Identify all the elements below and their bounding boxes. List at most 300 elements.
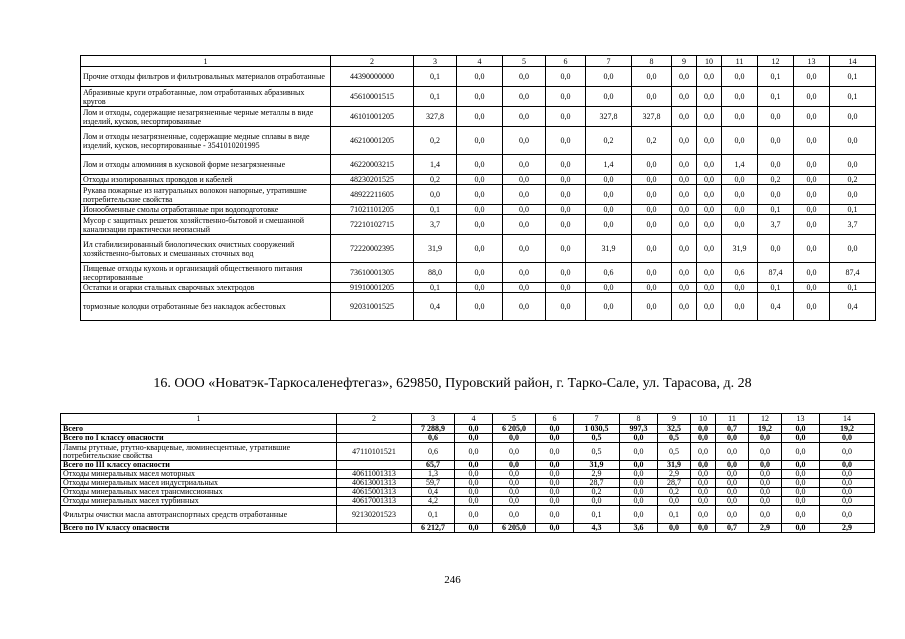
fkko-code-cell: 73610001305 (331, 263, 414, 283)
value-cell: 0,0 (503, 127, 546, 155)
value-cell: 0,0 (536, 425, 574, 434)
value-cell: 0,0 (672, 263, 697, 283)
value-cell: 0,0 (794, 107, 830, 127)
value-cell: 0,1 (758, 205, 794, 215)
value-cell: 6 205,0 (493, 425, 536, 434)
table-row (81, 263, 876, 283)
value-cell: 3,6 (620, 524, 658, 533)
value-cell: 0,0 (546, 107, 586, 127)
value-cell: 0,0 (697, 215, 722, 235)
column-number: 12 (758, 56, 794, 67)
column-number: 8 (632, 56, 672, 67)
value-cell: 32,5 (658, 425, 691, 434)
value-cell: 2,9 (749, 524, 782, 533)
value-cell: 87,4 (830, 263, 876, 283)
value-cell: 0,2 (658, 488, 691, 497)
value-cell: 0,1 (830, 87, 876, 107)
value-cell: 88,0 (414, 263, 457, 283)
value-cell: 0,0 (830, 107, 876, 127)
value-cell: 0,6 (412, 443, 455, 461)
value-cell: 0,0 (632, 87, 672, 107)
value-cell: 0,0 (672, 87, 697, 107)
value-cell: 3,7 (830, 215, 876, 235)
column-number: 13 (794, 56, 830, 67)
value-cell: 0,0 (820, 506, 875, 524)
value-cell: 0,0 (503, 107, 546, 127)
company-waste-table (60, 413, 875, 533)
value-cell: 0,0 (586, 215, 632, 235)
value-cell: 3,7 (758, 215, 794, 235)
value-cell: 0,0 (586, 175, 632, 185)
fkko-code-cell (337, 461, 412, 470)
column-number: 10 (691, 414, 716, 425)
value-cell: 0,0 (672, 283, 697, 293)
value-cell: 0,0 (691, 497, 716, 506)
value-cell: 0,0 (620, 443, 658, 461)
value-cell: 59,7 (412, 479, 455, 488)
table-row (61, 524, 875, 533)
value-cell: 0,0 (782, 425, 820, 434)
value-cell: 0,0 (632, 175, 672, 185)
value-cell: 0,0 (658, 524, 691, 533)
value-cell: 0,1 (830, 283, 876, 293)
table-row (61, 488, 875, 497)
value-cell: 0,0 (749, 470, 782, 479)
value-cell: 0,0 (820, 434, 875, 443)
value-cell: 0,0 (758, 235, 794, 263)
value-cell: 0,0 (620, 479, 658, 488)
waste-name-cell: Всего по IV классу опасности (61, 524, 337, 533)
value-cell: 0,2 (830, 175, 876, 185)
value-cell: 0,0 (632, 205, 672, 215)
fkko-code-cell: 48922211605 (331, 185, 414, 205)
value-cell: 0,0 (722, 175, 758, 185)
value-cell: 0,0 (455, 425, 493, 434)
value-cell: 3,7 (414, 215, 457, 235)
value-cell: 0,0 (722, 293, 758, 321)
column-number: 1 (61, 414, 337, 425)
value-cell: 0,0 (749, 434, 782, 443)
value-cell: 0,0 (457, 107, 503, 127)
table-row (81, 293, 876, 321)
column-number: 11 (716, 414, 749, 425)
column-number: 12 (749, 414, 782, 425)
value-cell: 0,2 (414, 175, 457, 185)
value-cell: 0,0 (455, 479, 493, 488)
value-cell: 0,2 (632, 127, 672, 155)
value-cell: 0,0 (455, 488, 493, 497)
value-cell: 0,0 (697, 175, 722, 185)
waste-name-cell: Отходы минеральных масел трансмиссионных (61, 488, 337, 497)
value-cell: 0,0 (716, 461, 749, 470)
value-cell: 2,9 (820, 524, 875, 533)
value-cell: 0,0 (716, 488, 749, 497)
waste-name-cell: Ил стабилизированный биологических очистных сооружений хозяйственно-бытовых и смешанных сточных вод (81, 235, 331, 263)
value-cell: 0,0 (503, 293, 546, 321)
value-cell: 0,0 (782, 479, 820, 488)
table-row (61, 470, 875, 479)
value-cell: 0,0 (722, 185, 758, 205)
value-cell: 997,3 (620, 425, 658, 434)
value-cell: 0,5 (574, 443, 620, 461)
value-cell: 0,1 (414, 67, 457, 87)
value-cell: 19,2 (820, 425, 875, 434)
value-cell: 0,0 (697, 283, 722, 293)
value-cell: 0,0 (620, 497, 658, 506)
value-cell: 0,0 (620, 488, 658, 497)
value-cell: 0,0 (672, 215, 697, 235)
value-cell: 0,0 (697, 263, 722, 283)
column-number: 6 (536, 414, 574, 425)
column-number: 5 (493, 414, 536, 425)
value-cell: 0,0 (830, 185, 876, 205)
column-number: 14 (830, 56, 876, 67)
value-cell: 0,0 (672, 155, 697, 175)
header-row (61, 414, 875, 425)
value-cell: 0,0 (503, 215, 546, 235)
value-cell: 0,0 (697, 205, 722, 215)
fkko-code-cell (337, 524, 412, 533)
value-cell: 0,0 (697, 87, 722, 107)
value-cell: 0,0 (546, 185, 586, 205)
value-cell: 0,0 (455, 497, 493, 506)
value-cell: 28,7 (574, 479, 620, 488)
value-cell: 0,0 (536, 479, 574, 488)
value-cell: 0,0 (672, 67, 697, 87)
value-cell: 0,0 (672, 293, 697, 321)
value-cell: 0,6 (412, 434, 455, 443)
value-cell: 0,0 (457, 283, 503, 293)
value-cell: 0,0 (722, 127, 758, 155)
table-row (61, 506, 875, 524)
waste-name-cell: Лампы ртутные, ртутно-кварцевые, люминесцентные, утратившие потребительские свойства (61, 443, 337, 461)
column-number: 14 (820, 414, 875, 425)
value-cell: 87,4 (758, 263, 794, 283)
value-cell: 0,0 (794, 185, 830, 205)
column-number: 2 (337, 414, 412, 425)
value-cell: 0,0 (546, 215, 586, 235)
value-cell: 0,0 (691, 470, 716, 479)
value-cell: 0,0 (830, 127, 876, 155)
value-cell: 0,4 (414, 293, 457, 321)
value-cell: 0,0 (820, 470, 875, 479)
table-row (81, 205, 876, 215)
table-row (81, 67, 876, 87)
value-cell: 0,0 (722, 107, 758, 127)
value-cell: 0,5 (574, 434, 620, 443)
value-cell: 0,6 (586, 263, 632, 283)
column-number: 7 (586, 56, 632, 67)
value-cell: 0,0 (672, 185, 697, 205)
value-cell: 327,8 (632, 107, 672, 127)
value-cell: 0,0 (493, 479, 536, 488)
value-cell: 0,0 (716, 443, 749, 461)
value-cell: 0,0 (493, 506, 536, 524)
value-cell: 0,0 (749, 443, 782, 461)
value-cell: 4,2 (412, 497, 455, 506)
value-cell: 0,0 (794, 87, 830, 107)
value-cell: 0,1 (658, 506, 691, 524)
column-number: 4 (455, 414, 493, 425)
value-cell: 0,0 (457, 87, 503, 107)
value-cell: 0,0 (782, 506, 820, 524)
column-number: 5 (503, 56, 546, 67)
fkko-code-cell: 72210102715 (331, 215, 414, 235)
waste-name-cell: Остатки и огарки стальных сварочных электродов (81, 283, 331, 293)
value-cell: 0,0 (457, 155, 503, 175)
value-cell: 0,0 (586, 87, 632, 107)
value-cell: 0,0 (632, 67, 672, 87)
value-cell: 0,0 (546, 293, 586, 321)
section-heading: 16. ООО «Новатэк-Таркосаленефтегаз», 629850, Пуровский район, г. Тарко-Сале, ул. Тарасова, д. 28 (153, 376, 752, 391)
value-cell: 0,0 (503, 263, 546, 283)
value-cell: 0,0 (546, 283, 586, 293)
column-number: 4 (457, 56, 503, 67)
value-cell: 28,7 (658, 479, 691, 488)
value-cell: 0,0 (782, 443, 820, 461)
value-cell: 0,0 (722, 205, 758, 215)
value-cell: 0,0 (716, 479, 749, 488)
value-cell: 0,0 (672, 107, 697, 127)
value-cell: 0,0 (536, 524, 574, 533)
column-number: 1 (81, 56, 331, 67)
table-row (81, 127, 876, 155)
value-cell: 0,0 (586, 205, 632, 215)
value-cell: 0,0 (546, 87, 586, 107)
value-cell: 1,4 (586, 155, 632, 175)
value-cell: 0,0 (820, 488, 875, 497)
value-cell: 0,0 (672, 175, 697, 185)
value-cell: 0,0 (546, 263, 586, 283)
waste-name-cell: Лом и отходы незагрязненные, содержащие медные сплавы в виде изделий, кусков, несортированные - 3541010201995 (81, 127, 331, 155)
value-cell: 0,0 (503, 185, 546, 205)
value-cell: 0,0 (503, 235, 546, 263)
value-cell: 0,0 (493, 488, 536, 497)
value-cell: 0,0 (820, 479, 875, 488)
value-cell: 0,0 (794, 215, 830, 235)
value-cell: 0,0 (457, 263, 503, 283)
column-number: 2 (331, 56, 414, 67)
table-row (61, 443, 875, 461)
value-cell: 0,0 (455, 443, 493, 461)
value-cell: 0,0 (697, 235, 722, 263)
value-cell: 0,0 (794, 127, 830, 155)
value-cell: 31,9 (574, 461, 620, 470)
value-cell: 19,2 (749, 425, 782, 434)
value-cell: 0,0 (697, 127, 722, 155)
waste-name-cell: Отходы минеральных масел индустриальных (61, 479, 337, 488)
value-cell: 0,0 (830, 235, 876, 263)
value-cell: 6 212,7 (412, 524, 455, 533)
value-cell: 0,7 (716, 425, 749, 434)
table-row (81, 215, 876, 235)
value-cell: 0,0 (493, 434, 536, 443)
value-cell: 0,0 (536, 497, 574, 506)
table-row (81, 175, 876, 185)
value-cell: 0,0 (546, 175, 586, 185)
value-cell: 0,0 (546, 235, 586, 263)
value-cell: 0,0 (697, 185, 722, 205)
value-cell: 0,0 (503, 67, 546, 87)
value-cell: 0,0 (493, 470, 536, 479)
value-cell: 31,9 (586, 235, 632, 263)
value-cell: 1,4 (414, 155, 457, 175)
value-cell: 0,0 (782, 434, 820, 443)
value-cell: 0,0 (722, 87, 758, 107)
value-cell: 0,2 (758, 175, 794, 185)
value-cell: 0,0 (620, 434, 658, 443)
waste-name-cell: Всего по I классу опасности (61, 434, 337, 443)
waste-name-cell: Ионообменные смолы отработанные при водоподготовке (81, 205, 331, 215)
value-cell: 0,0 (691, 461, 716, 470)
table-row (61, 434, 875, 443)
column-number: 3 (414, 56, 457, 67)
value-cell: 0,0 (697, 107, 722, 127)
waste-name-cell: Абразивные круги отработанные, лом отработанных абразивных кругов (81, 87, 331, 107)
table-row (81, 235, 876, 263)
value-cell: 0,1 (830, 205, 876, 215)
value-cell: 0,0 (749, 479, 782, 488)
fkko-code-cell: 40617001313 (337, 497, 412, 506)
value-cell: 0,2 (574, 488, 620, 497)
value-cell: 0,0 (782, 524, 820, 533)
value-cell: 0,0 (697, 155, 722, 175)
fkko-code-cell (337, 434, 412, 443)
value-cell: 0,0 (620, 470, 658, 479)
value-cell: 0,0 (620, 461, 658, 470)
value-cell: 0,0 (691, 434, 716, 443)
value-cell: 0,7 (716, 524, 749, 533)
value-cell: 65,7 (412, 461, 455, 470)
value-cell: 0,0 (546, 127, 586, 155)
value-cell: 0,0 (697, 67, 722, 87)
value-cell: 327,8 (414, 107, 457, 127)
fkko-code-cell: 40611001313 (337, 470, 412, 479)
value-cell: 0,0 (794, 155, 830, 175)
value-cell: 0,0 (457, 215, 503, 235)
value-cell: 0,0 (794, 293, 830, 321)
fkko-code-cell (337, 425, 412, 434)
value-cell: 0,0 (620, 506, 658, 524)
value-cell: 0,0 (820, 497, 875, 506)
value-cell: 0,0 (794, 175, 830, 185)
value-cell: 0,0 (632, 293, 672, 321)
value-cell: 6 205,0 (493, 524, 536, 533)
value-cell: 0,0 (716, 506, 749, 524)
value-cell: 0,1 (758, 87, 794, 107)
waste-name-cell: Отходы изолированных проводов и кабелей (81, 175, 331, 185)
value-cell: 0,1 (412, 506, 455, 524)
value-cell: 2,9 (574, 470, 620, 479)
value-cell: 0,5 (658, 434, 691, 443)
value-cell: 1,3 (412, 470, 455, 479)
table-row (81, 107, 876, 127)
value-cell: 0,4 (412, 488, 455, 497)
fkko-code-cell: 40613001313 (337, 479, 412, 488)
waste-name-cell: Мусор с защитных решеток хозяйственно-бытовой и смешанной канализации практически неопасный (81, 215, 331, 235)
value-cell: 0,0 (457, 185, 503, 205)
value-cell: 0,0 (672, 127, 697, 155)
value-cell: 0,0 (546, 67, 586, 87)
waste-name-cell: Всего (61, 425, 337, 434)
value-cell: 0,0 (794, 235, 830, 263)
value-cell: 0,0 (658, 497, 691, 506)
value-cell: 0,4 (830, 293, 876, 321)
column-number: 3 (412, 414, 455, 425)
value-cell: 0,0 (455, 524, 493, 533)
value-cell: 0,0 (455, 461, 493, 470)
fkko-code-cell: 46220003215 (331, 155, 414, 175)
value-cell: 0,4 (758, 293, 794, 321)
table-row (61, 497, 875, 506)
waste-name-cell: Прочие отходы фильтров и фильтровальных материалов отработанные (81, 67, 331, 87)
value-cell: 0,0 (782, 488, 820, 497)
value-cell: 0,1 (414, 283, 457, 293)
value-cell: 0,0 (749, 461, 782, 470)
waste-table-continued (80, 55, 876, 321)
value-cell: 0,0 (457, 175, 503, 185)
fkko-code-cell: 48230201525 (331, 175, 414, 185)
fkko-code-cell: 47110101521 (337, 443, 412, 461)
value-cell: 0,0 (632, 155, 672, 175)
value-cell: 0,5 (658, 443, 691, 461)
value-cell: 0,0 (794, 263, 830, 283)
column-number: 6 (546, 56, 586, 67)
value-cell: 0,0 (749, 488, 782, 497)
table-row (81, 185, 876, 205)
value-cell: 0,0 (546, 155, 586, 175)
value-cell: 0,1 (758, 67, 794, 87)
value-cell: 0,0 (586, 185, 632, 205)
value-cell: 0,0 (457, 235, 503, 263)
value-cell: 0,0 (722, 67, 758, 87)
value-cell: 0,0 (455, 434, 493, 443)
value-cell: 1 030,5 (574, 425, 620, 434)
value-cell: 4,3 (574, 524, 620, 533)
value-cell: 0,0 (691, 506, 716, 524)
value-cell: 0,0 (457, 205, 503, 215)
value-cell: 0,0 (503, 205, 546, 215)
fkko-code-cell: 44390000000 (331, 67, 414, 87)
fkko-code-cell: 40615001313 (337, 488, 412, 497)
value-cell: 0,2 (414, 127, 457, 155)
table-row (81, 87, 876, 107)
value-cell: 0,0 (749, 497, 782, 506)
value-cell: 0,0 (716, 470, 749, 479)
value-cell: 31,9 (414, 235, 457, 263)
value-cell: 0,0 (672, 235, 697, 263)
column-number: 9 (658, 414, 691, 425)
value-cell: 0,0 (536, 443, 574, 461)
column-number: 11 (722, 56, 758, 67)
value-cell: 0,0 (820, 443, 875, 461)
header-row (81, 56, 876, 67)
value-cell: 0,0 (503, 155, 546, 175)
waste-name-cell: Отходы минеральных масел моторных (61, 470, 337, 479)
value-cell: 0,1 (574, 506, 620, 524)
value-cell: 0,1 (758, 283, 794, 293)
value-cell: 0,0 (414, 185, 457, 205)
fkko-code-cell: 72220002395 (331, 235, 414, 263)
value-cell: 0,0 (672, 205, 697, 215)
column-number: 7 (574, 414, 620, 425)
value-cell: 31,9 (722, 235, 758, 263)
value-cell: 0,0 (830, 155, 876, 175)
value-cell: 0,0 (536, 488, 574, 497)
value-cell: 0,0 (574, 497, 620, 506)
value-cell: 0,6 (722, 263, 758, 283)
page-number: 246 (444, 574, 461, 586)
